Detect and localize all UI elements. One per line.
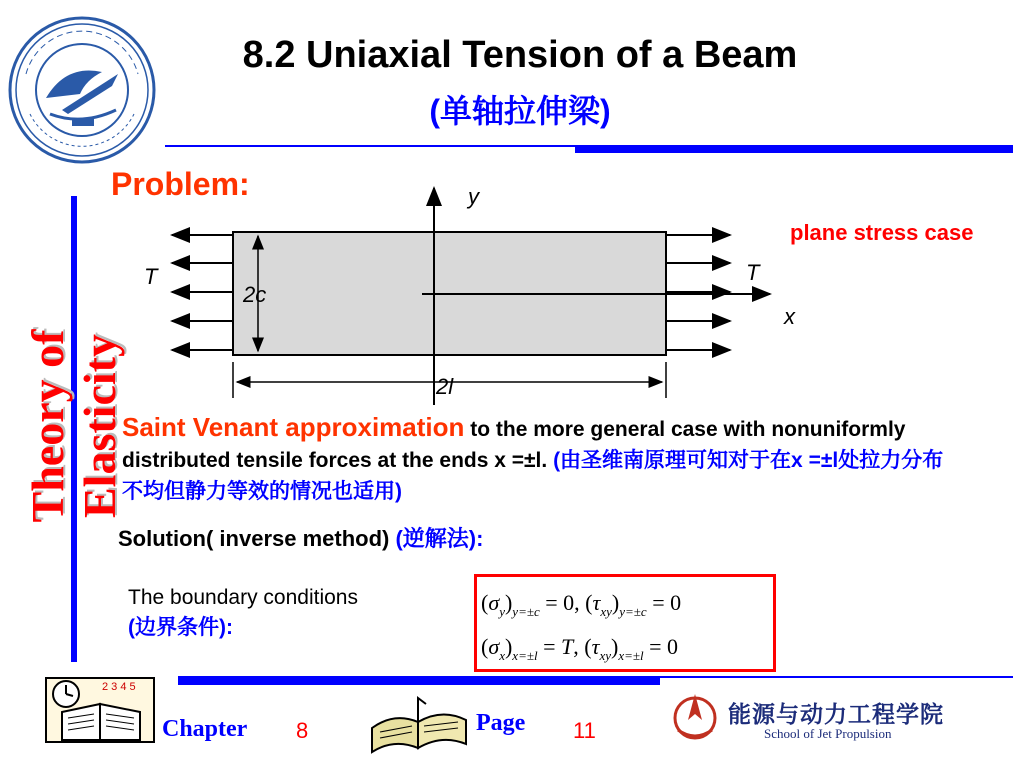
school-emblem-icon bbox=[672, 690, 718, 746]
beam-diagram bbox=[130, 180, 810, 410]
saint-venant-highlight: Saint Venant approximation bbox=[122, 412, 465, 442]
open-book-icon[interactable] bbox=[368, 694, 470, 754]
svg-text:2 3 4 5: 2 3 4 5 bbox=[102, 681, 136, 693]
solution-text: Solution( inverse method) bbox=[118, 526, 396, 551]
page-label: Page bbox=[476, 710, 526, 736]
school-name-chinese: 能源与动力工程学院 bbox=[728, 701, 944, 728]
solution-heading bbox=[118, 522, 483, 553]
problem-label: Problem: bbox=[111, 166, 250, 202]
force-left-label: T bbox=[144, 264, 158, 289]
plane-stress-label: plane stress case bbox=[790, 220, 974, 245]
footer-divider-accent bbox=[178, 677, 660, 685]
school-name-english: School of Jet Propulsion bbox=[764, 726, 892, 741]
axis-y-label: y bbox=[468, 184, 479, 209]
boundary-conditions-label bbox=[128, 583, 428, 643]
header-divider-accent bbox=[575, 146, 1013, 153]
paragraph-chinese: (由圣维南原理可知对于在x =±l处拉力分布不均但静力等效的情况也适用) bbox=[122, 449, 944, 503]
length-label: 2l bbox=[436, 374, 454, 399]
university-seal-logo bbox=[6, 14, 158, 166]
slide-subtitle: (单轴拉伸梁) bbox=[429, 93, 611, 129]
page-number: 11 bbox=[573, 718, 596, 743]
svg-text:(σx)x=±l = T, (τxy)x=±l = 0: $(\sigma_x)_{x=\pm l} = T$, $(\tau_{xy})_{x=\pm l} = 0$ bbox=[481, 634, 679, 663]
clock-book-icon[interactable] bbox=[44, 676, 156, 744]
chapter-label: Chapter bbox=[162, 716, 248, 742]
boundary-equations bbox=[477, 577, 773, 669]
boundary-line2: (边界条件): bbox=[128, 616, 233, 639]
saint-venant-paragraph bbox=[122, 412, 952, 507]
chapter-number: 8 bbox=[296, 718, 309, 743]
boundary-line1: The boundary conditions bbox=[128, 586, 358, 609]
solution-chinese: (逆解法): bbox=[395, 526, 484, 551]
paragraph-text: to the more general case with nonuniformly distributed tensile forces at the ends x =±l. bbox=[122, 418, 906, 472]
svg-text:(σy)y=±c = 0, (τxy)y=±c = 0: $(\sigma_y)_{y=\pm c} = 0$, $(\tau_{xy})_{y=\pm c} = 0$ bbox=[481, 590, 682, 619]
slide-title: 8.2 Uniaxial Tension of a Beam bbox=[242, 34, 798, 76]
force-right-label: T bbox=[746, 260, 760, 285]
axis-x-label: x bbox=[784, 304, 795, 329]
height-label: 2c bbox=[243, 282, 267, 307]
right-tension-arrows bbox=[666, 235, 730, 350]
sidebar-course-title: Theory of Elasticity bbox=[22, 329, 125, 523]
left-tension-arrows bbox=[172, 235, 233, 350]
